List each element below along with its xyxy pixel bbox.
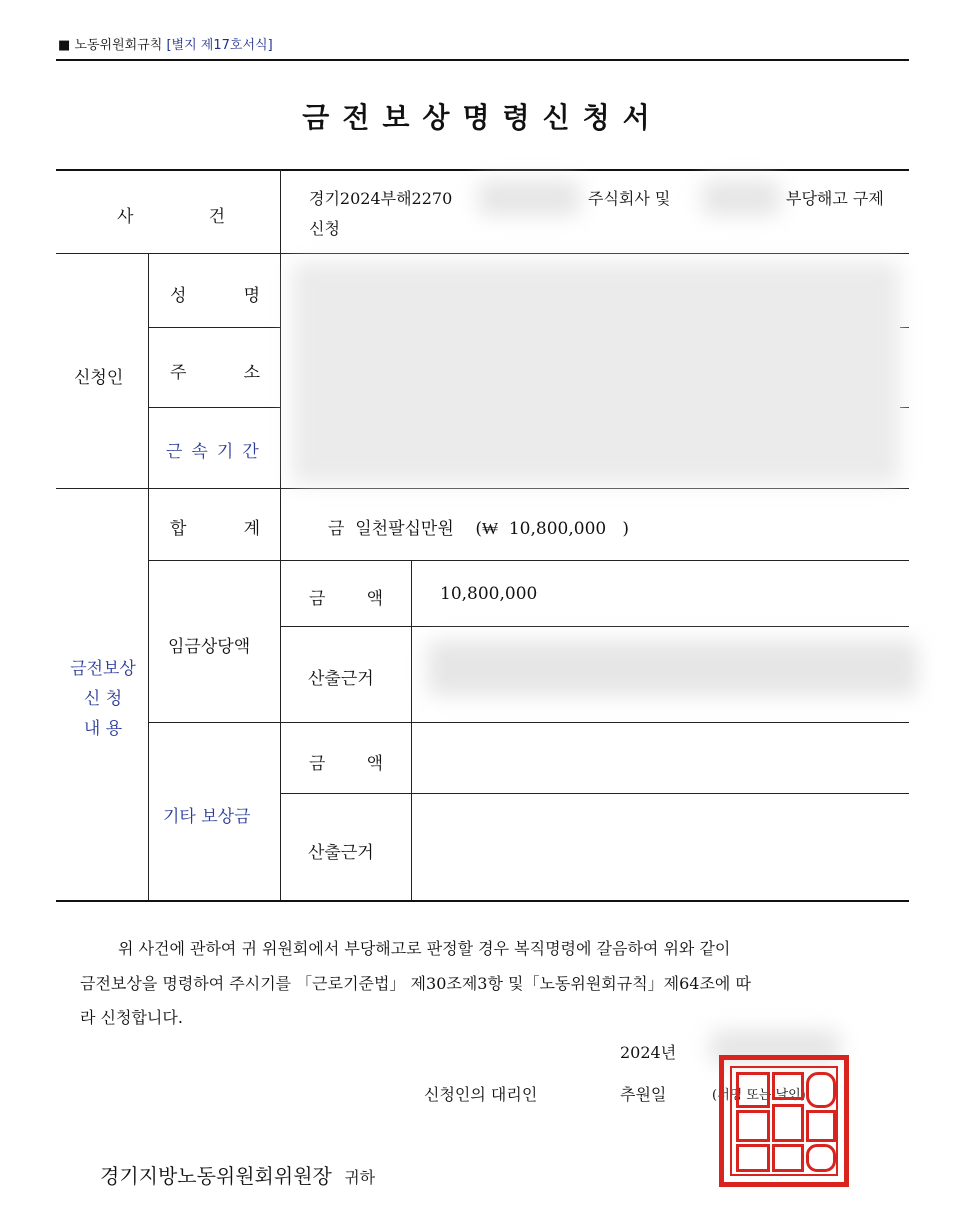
row-divider (148, 560, 909, 561)
other-compensation-label: 기타 보상금 (163, 807, 251, 827)
other-amount-label-char: 금 (309, 754, 326, 774)
column-divider (411, 560, 412, 900)
other-amount-label (309, 749, 383, 774)
tenure-label: 근속기간 (166, 442, 268, 462)
row-divider (148, 407, 280, 408)
case-line2: 신청 (309, 219, 340, 238)
other-amount-label-char: 액 (366, 754, 383, 774)
top-divider (56, 59, 909, 61)
recipient-name: 경기지방노동위원회위원장 (100, 1164, 332, 1188)
row-divider (900, 407, 909, 408)
wage-label: 임금상당액 (168, 637, 251, 657)
wage-basis-label: 산출근거 (308, 669, 374, 689)
wage-amount-label-char: 금 (309, 589, 326, 609)
rule-name: 노동위원회규칙 (74, 38, 163, 53)
column-divider (280, 169, 281, 900)
case-number: 경기2024부해2270 (309, 189, 453, 208)
document-title: 금전보상명령신청서 (302, 101, 663, 134)
case-label-char: 사 (117, 207, 134, 227)
seal-glyph (772, 1144, 804, 1172)
redacted-company (478, 180, 580, 216)
body-line-1: 위 사건에 관하여 귀 위원회에서 부당해고로 판정할 경우 복직명령에 갈음하여 위와 같이 (118, 939, 731, 958)
total-value: 금 일천팔십만원 (₩ 10,800,000 ) (328, 519, 630, 539)
address-label-char: 주 (170, 363, 187, 383)
case-label-char: 건 (208, 207, 225, 227)
compensation-group-label (64, 654, 142, 744)
seal-glyph (772, 1104, 804, 1142)
total-label (170, 514, 260, 539)
table-bottom-border (56, 900, 909, 902)
address-label-char: 소 (243, 363, 260, 383)
row-divider (56, 488, 909, 489)
name-label-char: 명 (243, 286, 260, 306)
compensation-group-line: 내 용 (83, 719, 123, 739)
seal-glyph (772, 1072, 804, 1100)
seal-glyph (806, 1072, 836, 1108)
row-divider (148, 327, 280, 328)
wage-amount-label (309, 584, 383, 609)
signature-year: 2024년 (620, 1043, 677, 1062)
form-reference (58, 34, 273, 53)
name-label-char: 성 (170, 286, 187, 306)
address-label (170, 358, 260, 383)
redacted-wage-basis (428, 640, 918, 696)
table-top-border (56, 169, 909, 171)
row-divider (148, 722, 909, 723)
seal-glyph (736, 1144, 770, 1172)
applicant-group-label: 신청인 (74, 368, 124, 388)
wage-amount-label-char: 액 (366, 589, 383, 609)
compensation-group-line: 금전보상 (70, 659, 136, 679)
total-label-char: 합 (170, 519, 187, 539)
case-rest-text: 부당해고 구제 (786, 189, 884, 208)
seal-glyph (806, 1144, 836, 1172)
form-number: [별지 제17호서식] (166, 38, 273, 53)
seal-glyph (806, 1110, 836, 1142)
seal-glyph (736, 1110, 770, 1142)
body-line-3: 라 신청합니다. (80, 1008, 183, 1027)
redacted-applicant (702, 180, 780, 216)
square-bullet: ■ (58, 38, 71, 53)
row-divider (280, 793, 909, 794)
seal-glyph (736, 1072, 770, 1108)
compensation-group-line: 신 청 (83, 689, 123, 709)
agent-name: 추원일 (620, 1085, 667, 1104)
red-seal-stamp (719, 1055, 849, 1187)
row-divider (56, 253, 909, 254)
body-line-2: 금전보상을 명령하여 주시기를 「근로기준법」 제30조제3항 및「노동위원회규칙」제64조에 따 (80, 974, 751, 993)
seal-hint: (서명 또는 날인) (712, 1088, 806, 1103)
recipient-suffix: 귀하 (344, 1168, 376, 1187)
name-label (170, 281, 260, 306)
redacted-applicant-details (292, 262, 900, 484)
row-divider (900, 327, 909, 328)
row-divider (280, 626, 909, 627)
wage-amount-value: 10,800,000 (440, 584, 538, 604)
case-label (117, 202, 225, 227)
column-divider (148, 253, 149, 900)
total-label-char: 계 (243, 519, 260, 539)
other-basis-label: 산출근거 (308, 843, 374, 863)
agent-label: 신청인의 대리인 (424, 1085, 538, 1104)
recipient (100, 1160, 375, 1189)
case-company-text: 주식회사 및 (588, 189, 671, 208)
